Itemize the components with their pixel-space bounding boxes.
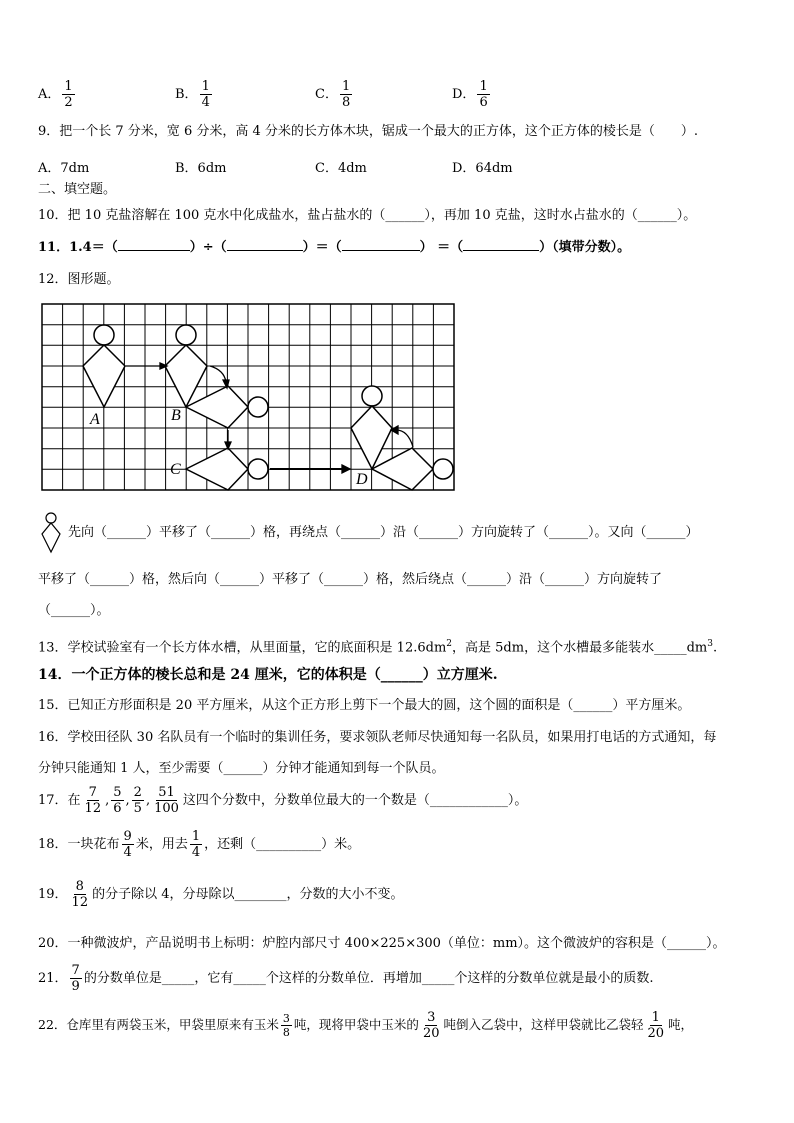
q12-line3: （______）。: [38, 603, 110, 618]
q15-text: 15．已知正方形面积是 20 平方厘米，从这个正方形上剪下一个最大的圆，这个圆的面积是（______）平方厘米。: [38, 698, 691, 713]
fraction: $\frac{8}{12}$: [71, 879, 89, 910]
q16-line2: 分钟只能通知 1 人，至少需要（______）分钟才能通知到每一个队员。: [38, 761, 445, 776]
q19-text: 19． $\frac{8}{12}$ 的分子除以 4，分母除以________，分数的大小不变。: [38, 879, 404, 910]
fraction: $\frac{1}{2}$: [64, 79, 73, 110]
label-a: A: [90, 411, 100, 428]
q21-text: 21． $\frac{7}{9}$ 的分数单位是_____，它有_____个这样的分数单位．再增加_____个这样的分数单位就是最小的质数.: [38, 963, 654, 994]
fraction: $\frac{1}{4}$: [201, 79, 210, 110]
q9-text: 9．把一个长 7 分米，宽 6 分米，高 4 分米的长方体木块，锯成一个最大的正方体，这个正方体的棱长是（ ）.: [38, 124, 699, 139]
fraction: $\frac{1}{8}$: [341, 79, 351, 110]
section-heading: 二、填空题。: [38, 182, 117, 197]
label-d: D: [356, 471, 368, 488]
q8-option-b[interactable]: B． $\frac{1}{4}$: [175, 79, 210, 110]
q12-title: 12．图形题。: [38, 272, 120, 287]
q9-option-c[interactable]: C．4dm: [315, 161, 367, 176]
kite-icon: [40, 512, 62, 554]
fraction: $\frac{3}{20}$: [422, 1010, 440, 1041]
grid-figure: [40, 302, 460, 494]
q10-text: 10．把 10 克盐溶解在 100 克水中化成盐水，盐占盐水的（______），再加 10 克盐，这时水占盐水的（______）。: [38, 208, 697, 223]
q12-line2: 平移了（______）格，然后向（______）平移了（______）格，然后绕点（______）沿（______）方向旋转了: [38, 572, 663, 587]
q11-text: 11．1.4＝（ ）÷（ ）＝（ ） ＝（ ）（填带分数）。: [38, 240, 631, 255]
fraction: $\frac{7}{12}$: [84, 785, 102, 816]
fraction: $\frac{7}{9}$: [71, 963, 80, 994]
q13-text: 13．学校试验室有一个长方体水槽，从里面量，它的底面积是 $12.6dm^2$，高是 5dm，这个水槽最多能装水$\_\_\_\_\_dm^3$.: [38, 639, 718, 656]
q14-text: 14．一个正方体的棱长总和是 24 厘米，它的体积是（______）立方厘米.: [38, 667, 498, 683]
label-b: B: [171, 407, 181, 424]
fraction: $\frac{9}{4}$: [123, 829, 132, 860]
label-c: C: [170, 461, 181, 478]
shape-a: [83, 325, 125, 407]
fraction: $\frac{1}{6}$: [479, 79, 488, 110]
fraction: $\frac{1}{4}$: [191, 829, 201, 860]
q9-option-a[interactable]: A．7dm: [38, 161, 90, 176]
q16-line1: 16．学校田径队 30 名队员有一个临时的集训任务，要求领队老师尽快通知每一名队员，如果用打电话的方式通知，每: [38, 730, 717, 745]
fraction: $\frac{5}{6}$: [113, 785, 122, 816]
q17-text: 17．在 $\frac{7}{12}$ , $\frac{5}{6}$ , $\frac{2}{5}$ , $\frac{51}{100}$ 这四个分数中，分数单位最大的一个数是（____________）。: [38, 785, 528, 816]
q9-option-b[interactable]: B．6dm: [175, 161, 227, 176]
fraction: $\frac{51}{100}$: [154, 785, 179, 816]
q8-option-d[interactable]: D． $\frac{1}{6}$: [452, 79, 488, 110]
q8-option-a[interactable]: A． $\frac{1}{2}$: [38, 79, 73, 110]
q9-option-d[interactable]: D．64dm: [452, 161, 513, 176]
shape-c: [186, 448, 268, 490]
fraction: $\frac{3}{8}$: [282, 1012, 290, 1039]
q12-line1: 先向（______）平移了（______）格，再绕点（______）沿（______）方向旋转了（______）。又向（______）: [68, 525, 699, 540]
fraction: $\frac{2}{5}$: [133, 785, 142, 816]
q22-text: 22．仓库里有两袋玉米，甲袋里原来有玉米 $\frac{3}{8}$ 吨，现将甲袋中玉米的 $\frac{3}{20}$ 吨倒入乙袋中，这样甲袋就比乙袋轻 $\frac{1}{20}$ 吨，: [38, 1010, 694, 1041]
q8-option-c[interactable]: C． $\frac{1}{8}$: [315, 79, 351, 110]
q18-text: 18．一块花布 $\frac{9}{4}$ 米，用去 $\frac{1}{4}$ ，还剩（__________）米。: [38, 829, 361, 860]
fraction: $\frac{1}{20}$: [647, 1010, 665, 1041]
q20-text: 20．一种微波炉，产品说明书上标明：炉腔内部尺寸 400×225×300（单位：mm）。这个微波炉的容积是（______）。: [38, 936, 726, 951]
